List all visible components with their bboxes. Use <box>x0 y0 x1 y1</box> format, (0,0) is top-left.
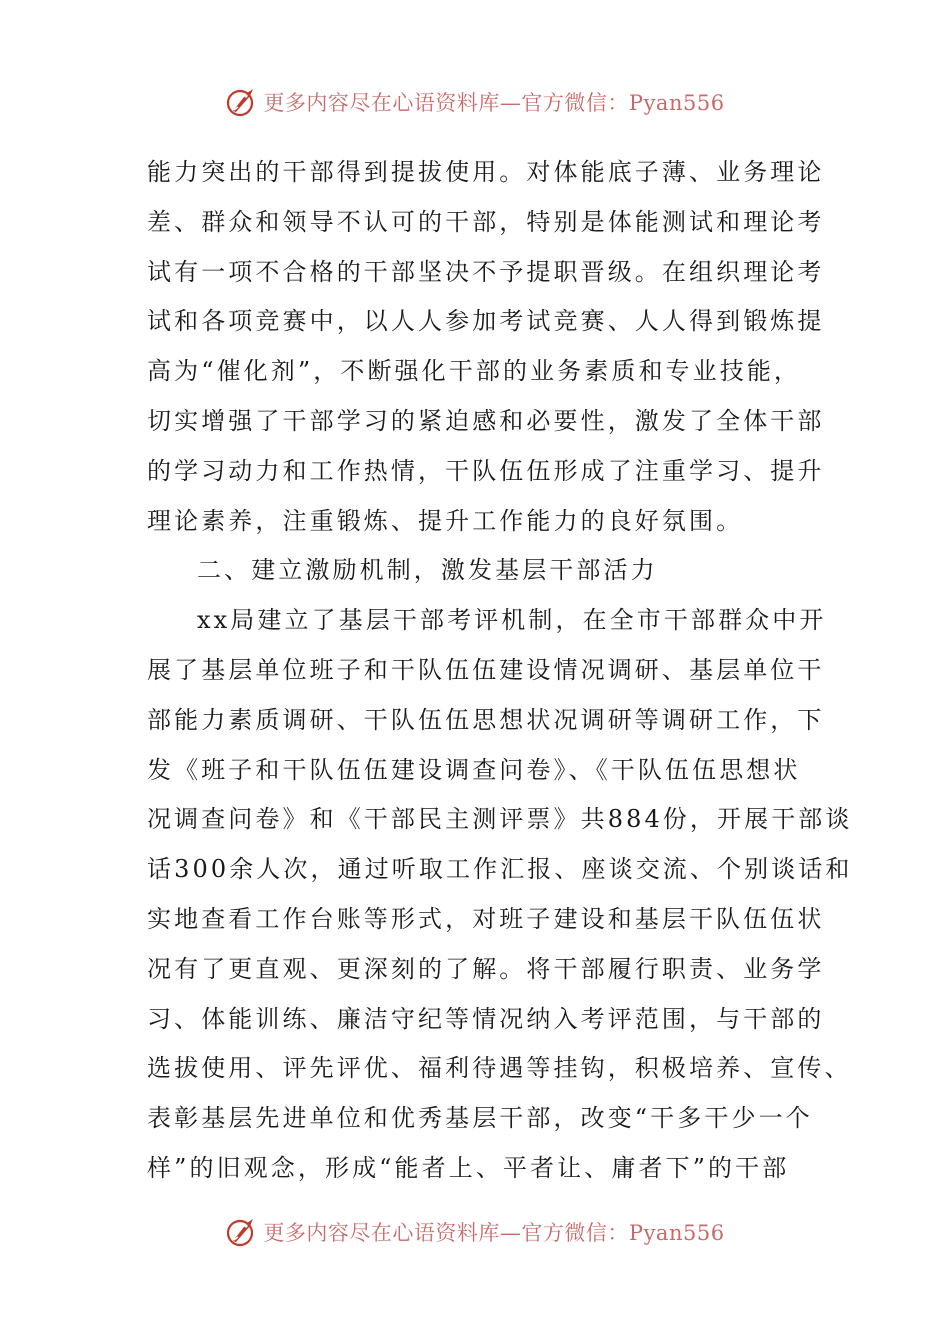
body-line: 能力突出的干部得到提拔使用。对体能底子薄、业务理论 <box>147 158 825 186</box>
body-line: 部能力素质调研、干队伍伍思想状况调研等调研工作，下 <box>147 705 825 734</box>
section-heading: 二、建立激励机制，激发基层干部活力 <box>197 556 658 585</box>
footer-banner <box>0 1212 950 1252</box>
body-line: 实地查看工作台账等形式，对班子建设和基层干队伍伍状 <box>147 904 825 933</box>
body-line: 理论素养，注重锻炼、提升工作能力的良好氛围。 <box>147 506 744 535</box>
body-line: 况调查问卷》和《干部民主测评票》共884份，开展干部谈 <box>147 805 853 834</box>
body-line: 的学习动力和工作热情，干队伍伍形成了注重学习、提升 <box>147 456 825 485</box>
body-line: 样”的旧观念，形成“能者上、平者让、庸者下”的干部 <box>147 1153 790 1182</box>
body-line: 试和各项竞赛中，以人人参加考试竞赛、人人得到锻炼提 <box>147 307 825 336</box>
body-line: 差、群众和领导不认可的干部，特别是体能测试和理论考 <box>147 207 825 236</box>
header-banner-text: 更多内容尽在心语资料库—官方微信：Pyan556 <box>263 91 725 115</box>
body-line: 话300余人次，通过听取工作汇报、座谈交流、个别谈话和 <box>147 855 853 884</box>
body-line: 发《班子和干队伍伍建设调查问卷》、《干队伍伍思想状 <box>147 755 801 784</box>
pen-nib-logo-icon <box>225 1215 259 1249</box>
body-line: 试有一项不合格的干部坚决不予提职晋级。在组织理论考 <box>147 257 825 286</box>
body-line: 高为“催化剂”，不断强化干部的业务素质和专业技能， <box>147 357 802 386</box>
body-line: xx局建立了基层干部考评机制，在全市干部群众中开 <box>197 606 827 635</box>
body-line: 况有了更直观、更深刻的了解。将干部履行职责、业务学 <box>147 954 825 983</box>
pen-nib-logo-icon <box>225 85 259 119</box>
body-line: 展了基层单位班子和干队伍伍建设情况调研、基层单位干 <box>147 655 825 684</box>
body-line: 切实增强了干部学习的紧迫感和必要性，激发了全体干部 <box>147 406 825 435</box>
footer-banner-text: 更多内容尽在心语资料库—官方微信：Pyan556 <box>263 1221 725 1245</box>
body-line: 表彰基层先进单位和优秀基层干部，改变“干多干少一个 <box>147 1104 813 1133</box>
body-line: 习、体能训练、廉洁守纪等情况纳入考评范围，与干部的 <box>147 1004 825 1033</box>
document-body <box>147 148 853 1194</box>
body-line: 选拔使用、评先评优、福利待遇等挂钩，积极培养、宣传、 <box>147 1054 852 1083</box>
header-banner <box>0 82 950 122</box>
